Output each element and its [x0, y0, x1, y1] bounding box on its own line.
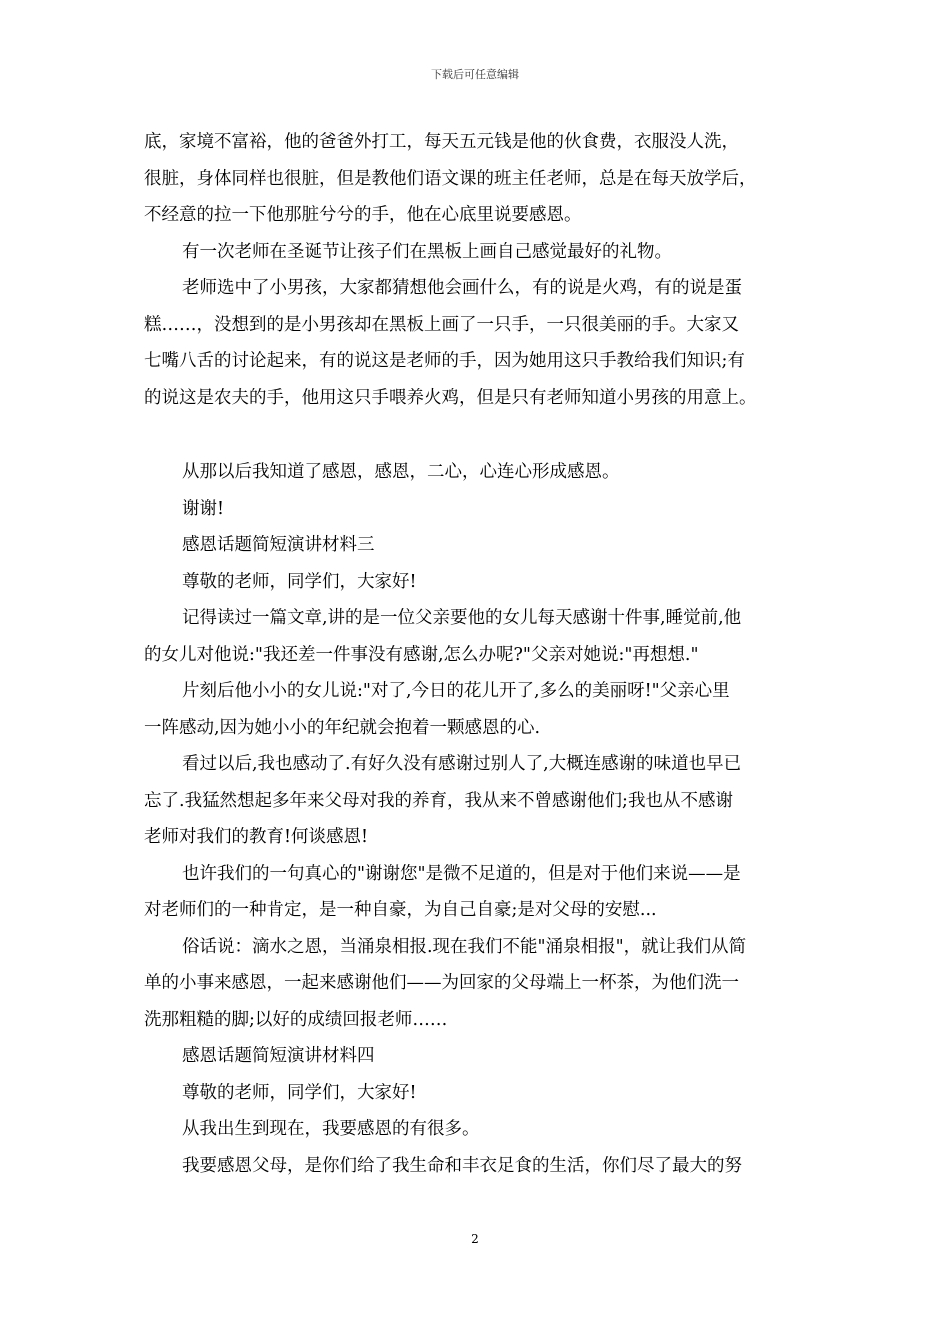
text-line: 七嘴八舌的讨论起来，有的说这是老师的手，因为她用这只手教给我们知识;有 [144, 351, 745, 371]
text-line: 从那以后我知道了感恩，感恩，二心，心连心形成感恩。 [182, 462, 620, 482]
text-line: 我要感恩父母，是你们给了我生命和丰衣足食的生活，你们尽了最大的努 [182, 1155, 742, 1176]
text-line: 尊敬的老师，同学们，大家好! [182, 571, 417, 592]
text-line: 老师对我们的教育!何谈感恩! [144, 827, 369, 847]
text-line: 感恩话题简短演讲材料三 [182, 535, 375, 555]
text-line: 也许我们的一句真心的"谢谢您"是微不足道的，但是对于他们来说——是 [182, 863, 741, 884]
text-line: 洗那粗糙的脚;以好的成绩回报老师…… [144, 1009, 448, 1030]
text-line: 的说这是农夫的手，他用这只手喂养火鸡，但是只有老师知道小男孩的用意上。 [144, 387, 757, 408]
text-line: 糕……，没想到的是小男孩却在黑板上画了一只手，一只很美丽的手。大家又 [144, 314, 739, 335]
page-number: 2 [471, 1232, 479, 1246]
paragraph-gap [144, 416, 810, 454]
text-line: 有一次老师在圣诞节让孩子们在黑板上画自己感觉最好的礼物。 [182, 241, 672, 262]
text-line: 很脏，身体同样也很脏，但是教他们语文课的班主任老师，总是在每天放学后， [144, 168, 757, 189]
page-header: 下载后可任意编辑 [431, 68, 519, 81]
text-line: 从我出生到现在，我要感恩的有很多。 [182, 1119, 480, 1139]
text-line: 谢谢! [182, 498, 225, 519]
text-line: 老师选中了小男孩，大家都猜想他会画什么，有的说是火鸡，有的说是蛋 [182, 278, 742, 298]
text-line: 忘了.我猛然想起多年来父母对我的养育，我从来不曾感谢他们;我也从不感谢 [144, 790, 733, 811]
document-body [144, 124, 810, 1184]
text-line: 俗话说：滴水之恩，当涌泉相报.现在我们不能"涌泉相报"，就让我们从简 [182, 936, 747, 957]
text-line: 底，家境不富裕，他的爸爸外打工，每天五元钱是他的伙食费，衣服没人洗， [144, 132, 739, 152]
text-line: 看过以后,我也感动了.有好久没有感谢过别人了,大概连感谢的味道也早已 [182, 754, 742, 774]
text-line: 一阵感动,因为她小小的年纪就会抱着一颗感恩的心. [144, 717, 541, 738]
text-line: 不经意的拉一下他那脏兮兮的手，他在心底里说要感恩。 [144, 205, 582, 225]
text-line: 片刻后他小小的女儿说:"对了,今日的花儿开了,多么的美丽呀!"父亲心里 [182, 681, 730, 701]
text-line: 的女儿对他说:"我还差一件事没有感谢,怎么办呢?"父亲对她说:"再想想." [144, 644, 699, 665]
text-line: 单的小事来感恩，一起来感谢他们——为回家的父母端上一杯茶，为他们洗一 [144, 973, 739, 993]
text-line: 感恩话题简短演讲材料四 [182, 1046, 375, 1066]
text-line: 对老师们的一种肯定，是一种自豪，为自己自豪;是对父母的安慰... [144, 900, 657, 920]
text-line: 记得读过一篇文章,讲的是一位父亲要他的女儿每天感谢十件事,睡觉前,他 [182, 608, 742, 628]
text-line: 尊敬的老师，同学们，大家好! [182, 1082, 417, 1103]
